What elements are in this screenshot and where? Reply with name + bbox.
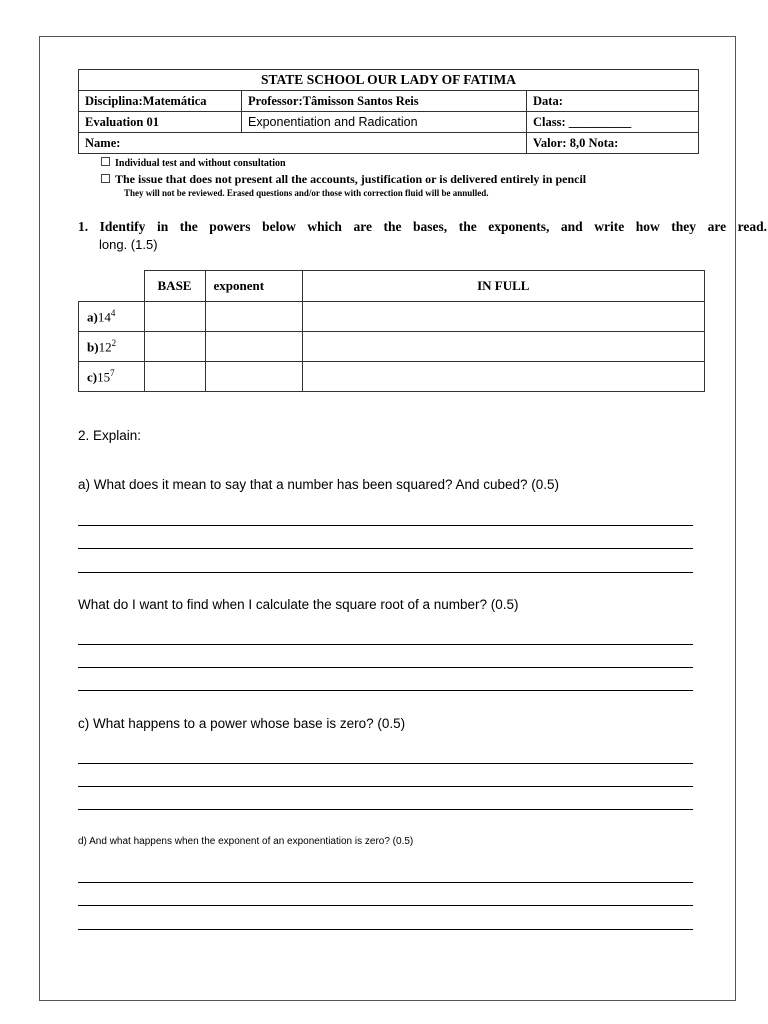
exponent-answer[interactable] <box>205 302 302 332</box>
table-row <box>79 362 705 392</box>
row-letter: a) <box>87 309 98 325</box>
power-exponent: 7 <box>110 367 115 378</box>
subject-cell: Exponentiation and Radication <box>242 112 527 133</box>
power-label <box>79 332 145 362</box>
base-answer[interactable] <box>144 332 205 362</box>
class-cell: Class: __________ <box>527 112 699 133</box>
power-exponent: 2 <box>111 337 117 348</box>
name-cell: Name: <box>79 133 527 154</box>
exponent-answer[interactable] <box>205 332 302 362</box>
powers-table <box>78 270 705 392</box>
power-base: 12 <box>98 339 112 355</box>
date-cell: Data: <box>527 91 699 112</box>
note-individual-text: Individual test and without consultation <box>115 158 286 169</box>
power-base: 14 <box>97 309 111 325</box>
question-2a: a) What does it mean to say that a number has been squared? And cubed? (0.5) <box>78 477 560 492</box>
answer-line[interactable] <box>78 929 693 930</box>
power-label <box>79 302 145 332</box>
evaluation-cell: Evaluation 01 <box>79 112 242 133</box>
row-letter: b) <box>87 339 99 355</box>
col-base: BASE <box>144 271 205 302</box>
answer-line[interactable] <box>78 690 693 691</box>
col-exponent: exponent <box>205 271 302 302</box>
question-2b: What do I want to find when I calculate the square root of a number? (0.5) <box>78 597 519 612</box>
discipline-cell: Disciplina:Matemática <box>79 91 242 112</box>
note-individual <box>101 157 286 169</box>
answer-line[interactable] <box>78 644 693 645</box>
table-row <box>79 302 705 332</box>
note-issue <box>101 172 586 187</box>
row-letter: c) <box>87 369 98 385</box>
checkbox-icon <box>101 174 110 183</box>
answer-line[interactable] <box>78 572 693 573</box>
power-label <box>79 362 145 392</box>
school-title: STATE SCHOOL OUR LADY OF FATIMA <box>79 70 699 91</box>
in-full-answer[interactable] <box>302 302 705 332</box>
answer-line[interactable] <box>78 786 693 787</box>
note-issue-text: The issue that does not present all the accounts, justification or is delivered entirely in pencil <box>115 172 587 186</box>
base-answer[interactable] <box>144 302 205 332</box>
header-table <box>78 69 699 154</box>
checkbox-icon <box>101 157 110 166</box>
base-answer[interactable] <box>144 362 205 392</box>
note-review: They will not be reviewed. Erased questions and/or those with correction fluid will be annulled. <box>124 188 489 198</box>
power-exponent: 4 <box>110 307 116 318</box>
exponent-answer[interactable] <box>205 362 302 392</box>
corner-cell <box>79 271 145 302</box>
question-2-title: 2. Explain: <box>78 428 142 443</box>
col-in-full: IN FULL <box>302 271 705 302</box>
answer-line[interactable] <box>78 763 693 764</box>
question-2d: d) And what happens when the exponent of an exponentiation is zero? (0.5) <box>78 836 414 847</box>
answer-line[interactable] <box>78 905 693 906</box>
in-full-answer[interactable] <box>302 332 705 362</box>
power-base: 15 <box>97 369 111 385</box>
answer-line[interactable] <box>78 809 693 810</box>
answer-line[interactable] <box>78 882 693 883</box>
answer-line[interactable] <box>78 525 693 526</box>
table-row <box>79 332 705 362</box>
answer-line[interactable] <box>78 548 693 549</box>
value-grade-cell: Valor: 8,0 Nota: <box>527 133 699 154</box>
question-1-tail: long. (1.5) <box>99 237 158 252</box>
professor-cell: Professor:Tâmisson Santos Reis <box>242 91 527 112</box>
in-full-answer[interactable] <box>302 362 705 392</box>
answer-line[interactable] <box>78 667 693 668</box>
question-2c: c) What happens to a power whose base is zero? (0.5) <box>78 716 406 731</box>
question-1-text: 1. Identify in the powers below which are the bases, the exponents, and write how they are read. <box>78 219 767 234</box>
